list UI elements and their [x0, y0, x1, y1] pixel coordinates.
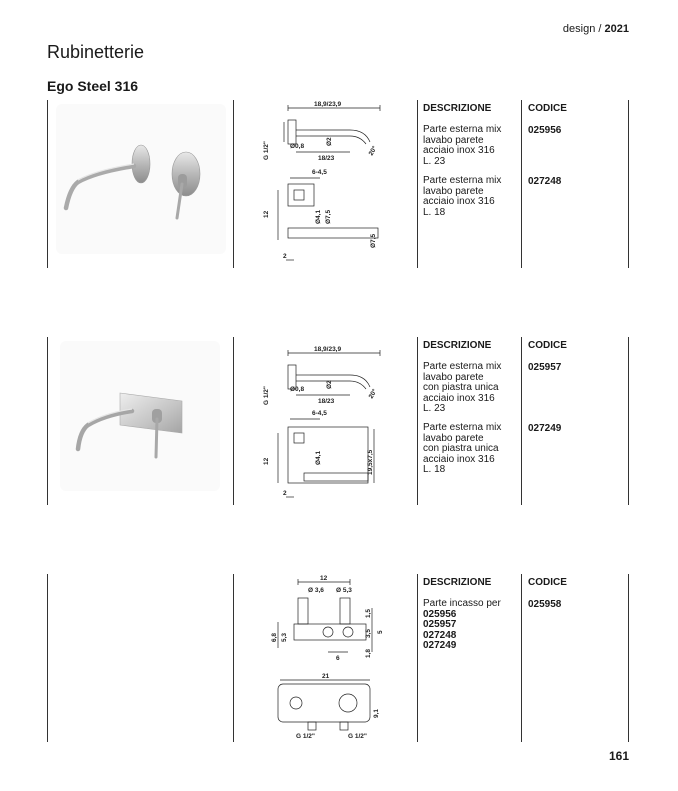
related-code: 025956 [423, 608, 457, 620]
divider [233, 100, 234, 268]
dim-g1: G 1/2" [296, 733, 315, 740]
divider [233, 574, 234, 742]
item-code: 025958 [528, 599, 562, 610]
column-header-description: DESCRIZIONE [423, 103, 492, 114]
desc-line: L. 23 [423, 155, 446, 167]
related-code: 025957 [423, 619, 457, 630]
dim-h12: 12 [263, 210, 270, 218]
dim-h35: 3,5 [365, 628, 372, 638]
desc-line: acciaio inox 316 [423, 453, 495, 465]
dim-w12: 12 [320, 575, 328, 582]
dim-d75b: Ø7,5 [370, 233, 377, 248]
dim-length: 18/23 [318, 155, 335, 162]
column-header-description: DESCRIZIONE [423, 340, 492, 351]
column-header-code: CODICE [528, 103, 567, 114]
dim-h5: 5 [377, 630, 384, 634]
section-title: Rubinetterie [47, 42, 145, 62]
page-number: 161 [608, 749, 629, 763]
desc-line: lavabo parete [423, 371, 484, 383]
technical-drawing-2 [250, 337, 400, 510]
dim-d36: Ø 3,6 [308, 587, 324, 594]
divider [417, 574, 418, 742]
product-line-title: Ego Steel 316 [47, 78, 139, 94]
item-code: 025957 [528, 362, 562, 373]
dim-h195: 19,5x7,5 [367, 449, 374, 475]
item-code: 027249 [528, 423, 562, 434]
divider [47, 100, 48, 268]
dim-w21: 21 [322, 673, 330, 680]
dim-top-width: 18,9/23,9 [314, 346, 342, 353]
header-year: 2021 [604, 23, 629, 35]
item-description [423, 176, 513, 218]
item-code: 027248 [528, 176, 562, 187]
dim-two: 2 [283, 490, 287, 497]
desc-line: L. 23 [423, 403, 446, 414]
item-code: 025956 [528, 125, 562, 136]
divider [628, 337, 629, 505]
divider [47, 337, 48, 505]
dim-d08: Ø0,8 [290, 386, 305, 393]
header-separator: / [595, 23, 605, 35]
desc-line: L. 18 [423, 464, 446, 475]
dim-h18: 1,8 [365, 648, 372, 658]
dim-d2: Ø2 [326, 380, 333, 389]
desc-line: acciaio inox 316 [423, 392, 495, 404]
divider [521, 574, 522, 742]
item-description [423, 599, 513, 652]
desc-line: Parte esterna mix [423, 361, 502, 372]
dim-h53: 5,3 [281, 632, 288, 642]
column-header-code: CODICE [528, 340, 567, 351]
desc-line: Parte esterna mix [423, 124, 502, 135]
related-code: 027249 [423, 640, 457, 651]
divider [521, 100, 522, 268]
product-photo-mixer-plate [60, 341, 220, 491]
divider [417, 100, 418, 268]
technical-drawing-3 [250, 572, 400, 745]
item-description [423, 125, 513, 167]
divider [521, 337, 522, 505]
dim-w645: 6-4,5 [312, 169, 327, 176]
desc-line: lavabo parete [423, 134, 484, 146]
desc-line: con piastra unica [423, 382, 499, 393]
desc-line: Parte esterna mix [423, 422, 502, 433]
dim-d2: Ø2 [326, 137, 333, 146]
divider [628, 574, 629, 742]
brand-label: design [562, 23, 596, 35]
page-header [563, 23, 629, 35]
dim-h68: 6,8 [271, 632, 278, 642]
dim-top-width: 18,9/23,9 [314, 101, 342, 108]
column-header-description: DESCRIZIONE [423, 577, 492, 588]
dim-h91: 9,1 [373, 708, 380, 718]
divider [628, 100, 629, 268]
dim-h15: 1,5 [365, 608, 372, 618]
technical-drawing-1 [250, 100, 400, 270]
dim-h12: 12 [263, 457, 270, 465]
item-description [423, 423, 513, 476]
dim-d41: Ø4,1 [315, 209, 322, 224]
divider [417, 337, 418, 505]
related-code: 027248 [423, 629, 457, 641]
desc-line: Parte esterna mix [423, 175, 502, 186]
dim-d41: Ø4,1 [315, 450, 322, 465]
desc-line: acciaio inox 316 [423, 196, 495, 207]
divider [233, 337, 234, 505]
dim-d75a: Ø7,5 [325, 209, 332, 224]
dim-g2: G 1/2" [348, 733, 367, 740]
dim-angle: 20° [367, 387, 379, 400]
desc-line: acciaio inox 316 [423, 145, 495, 156]
desc-line: L. 18 [423, 206, 446, 218]
desc-line: lavabo parete [423, 185, 484, 197]
dim-g: G 1/2" [263, 141, 270, 160]
desc-line: Parte incasso per [423, 598, 501, 609]
dim-d08: Ø0,8 [290, 143, 305, 150]
desc-line: con piastra unica [423, 443, 499, 454]
dim-w6: 6 [336, 655, 340, 662]
dim-w645: 6-4,5 [312, 410, 327, 417]
divider [47, 574, 48, 742]
dim-length: 18/23 [318, 398, 335, 405]
product-photo-mixer [56, 104, 226, 254]
item-description [423, 362, 513, 415]
dim-g: G 1/2" [263, 386, 270, 405]
column-header-code: CODICE [528, 577, 567, 588]
dim-d53: Ø 5,3 [336, 587, 352, 594]
desc-line: lavabo parete [423, 432, 484, 444]
dim-two: 2 [283, 253, 287, 260]
dim-angle: 20° [367, 144, 379, 157]
